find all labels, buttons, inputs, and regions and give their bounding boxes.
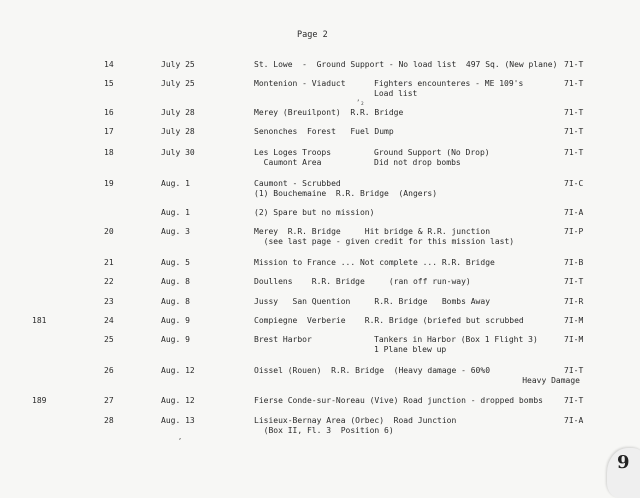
target-description-cont: (1) Bouchemaine R.R. Bridge (Angers): [254, 189, 438, 198]
mission-number: 22: [104, 277, 114, 286]
mission-number: 15: [104, 79, 114, 88]
mission-note-cont: 1 Plane blew up: [374, 345, 447, 354]
aircraft-code: 7I-T: [564, 366, 584, 375]
mission-number: 28: [104, 416, 114, 425]
target-description: St. Lowe - Ground Support - No load list 497 Sq. (New plane): [254, 60, 558, 69]
margin-number: 181: [32, 316, 47, 325]
mission-date: Aug. 13: [161, 416, 195, 425]
aircraft-code: 7I-C: [564, 179, 584, 188]
mission-date: July 30: [161, 148, 195, 157]
mission-date: July 28: [161, 108, 195, 117]
target-description: Caumont - Scrubbed: [254, 179, 341, 188]
mission-date: Aug. 3: [161, 227, 190, 236]
mission-number: 20: [104, 227, 114, 236]
target-description: Oissel (Rouen) R.R. Bridge (Heavy damage - 60%0: [254, 366, 491, 375]
mission-date: July 25: [161, 79, 195, 88]
mission-number: 18: [104, 148, 114, 157]
mission-date: Aug. 12: [161, 366, 195, 375]
mission-date: Aug. 1: [161, 208, 190, 217]
aircraft-code: 7I-P: [564, 227, 584, 236]
mission-number: 19: [104, 179, 114, 188]
mission-note: Tankers in Harbor (Box 1 Flight 3): [374, 335, 538, 344]
target-description: Jussy San Quention R.R. Bridge Bombs Away: [254, 297, 491, 306]
aircraft-code: 7I-M: [564, 335, 584, 344]
target-description: Les Loges Troops: [254, 148, 332, 157]
aircraft-code: 71-T: [564, 108, 584, 117]
target-description: Fierse Conde-sur-Noreau (Vive) Road junction - dropped bombs: [254, 396, 543, 405]
target-description: Compiegne Verberie R.R. Bridge (briefed but scrubbed: [254, 316, 524, 325]
mission-number: 25: [104, 335, 114, 344]
mission-date: July 28: [161, 127, 195, 136]
page-folio-number: 9: [617, 452, 630, 473]
target-description-cont: Caumont Area: [254, 158, 322, 167]
aircraft-code: 7I-A: [564, 208, 584, 217]
margin-number: 189: [32, 396, 47, 405]
target-description: Lisieux-Bernay Area (Orbec) Road Junction: [254, 416, 457, 425]
mission-date: Aug. 8: [161, 297, 190, 306]
aircraft-code: 7I-A: [564, 416, 584, 425]
extra-note: Heavy Damage: [522, 376, 580, 385]
aircraft-code: 71-T: [564, 79, 584, 88]
mission-date: Aug. 9: [161, 335, 190, 344]
aircraft-code: 7I-B: [564, 258, 584, 267]
target-description-cont: (Box II, Fl. 3 Position 6): [254, 426, 394, 435]
pencil-mark: ’₂: [356, 99, 365, 107]
mission-number: 26: [104, 366, 114, 375]
target-description: (2) Spare but no mission): [254, 208, 375, 217]
mission-date: July 25: [161, 60, 195, 69]
target-description: Merey R.R. Bridge Hit bridge & R.R. junction: [254, 227, 491, 236]
mission-note: Fighters encounteres - ME 109's: [374, 79, 524, 88]
target-description-cont: (see last page - given credit for this mission last): [254, 237, 515, 246]
mission-note: Ground Support (No Drop): [374, 148, 490, 157]
mission-number: 21: [104, 258, 114, 267]
target-description: Montenion - Viaduct: [254, 79, 346, 88]
mission-number: 17: [104, 127, 114, 136]
mission-number: 27: [104, 396, 114, 405]
mission-date: Aug. 9: [161, 316, 190, 325]
target-description: Mission to France ... Not complete ... R.R. Bridge: [254, 258, 495, 267]
aircraft-code: 7I-T: [564, 396, 584, 405]
pencil-mark: ‚: [178, 433, 183, 441]
mission-date: Aug. 8: [161, 277, 190, 286]
target-description: Senonches Forest Fuel Dump: [254, 127, 394, 136]
mission-number: 16: [104, 108, 114, 117]
target-description: Brest Harbor: [254, 335, 312, 344]
mission-number: 23: [104, 297, 114, 306]
aircraft-code: 7I-T: [564, 277, 584, 286]
aircraft-code: 71-T: [564, 148, 584, 157]
page-title: Page 2: [297, 30, 328, 40]
mission-note-cont: Did not drop bombs: [374, 158, 461, 167]
aircraft-code: 71-T: [564, 127, 584, 136]
page-folio-corner: [607, 448, 640, 498]
mission-note-cont: Load list: [374, 89, 418, 98]
target-description: Merey (Breuilpont) R.R. Bridge: [254, 108, 404, 117]
mission-number: 24: [104, 316, 114, 325]
mission-date: Aug. 5: [161, 258, 190, 267]
target-description: Doullens R.R. Bridge (ran off run-way): [254, 277, 471, 286]
mission-date: Aug. 12: [161, 396, 195, 405]
mission-date: Aug. 1: [161, 179, 190, 188]
aircraft-code: 7I-M: [564, 316, 584, 325]
mission-number: 14: [104, 60, 114, 69]
aircraft-code: 7I-R: [564, 297, 584, 306]
aircraft-code: 71-T: [564, 60, 584, 69]
